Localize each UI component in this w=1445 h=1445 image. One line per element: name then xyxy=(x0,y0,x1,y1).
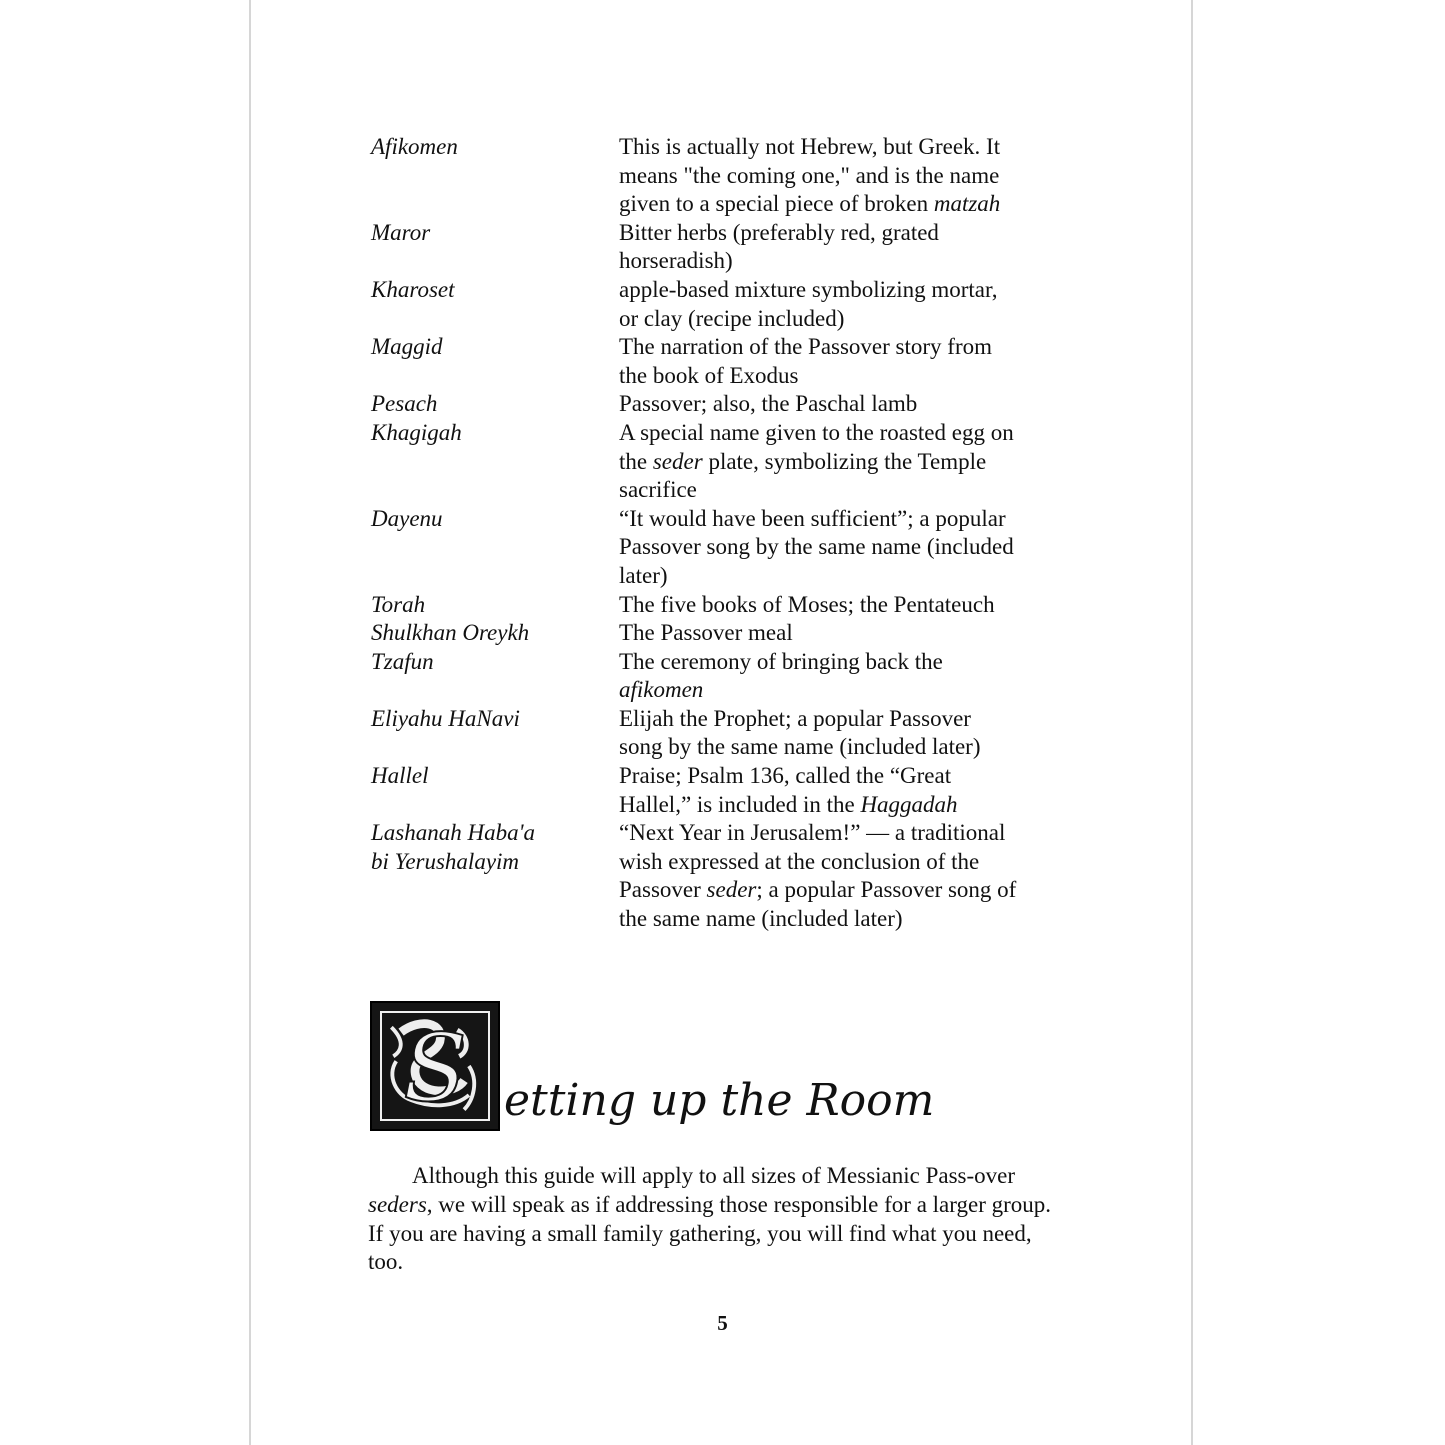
glossary-list xyxy=(371,133,1101,934)
italic-term: matzah xyxy=(933,191,1001,217)
heading-text: etting up the Room xyxy=(504,1075,935,1126)
glossary-term: Hallel xyxy=(371,763,429,789)
glossary-entry xyxy=(371,390,1101,419)
page-number: 5 xyxy=(717,1311,728,1335)
italic-term: seders xyxy=(368,1191,427,1217)
glossary-entry xyxy=(371,591,1101,620)
glossary-entry xyxy=(371,133,1101,219)
glossary-definition: The narration of the Passover story from the book of Exodus xyxy=(619,334,993,388)
glossary-definition: The ceremony of bringing back the afikomen xyxy=(619,648,943,703)
glossary-term: Torah xyxy=(371,591,426,617)
glossary-definition: apple-based mixture symbolizing mortar, or clay (recipe included) xyxy=(619,276,998,331)
glossary-term: Khagigah xyxy=(371,419,462,445)
glossary-entry xyxy=(371,819,1101,933)
body-paragraph: Although this guide will apply to all sizes of Messianic Pass-over seders, we will speak as if addressing those responsible for a larger group. If you are having a small family gathering, you will find what you need, too. xyxy=(368,1163,1052,1275)
glossary-term: Eliyahu HaNavi xyxy=(371,705,520,731)
glossary-entry xyxy=(371,419,1101,505)
glossary-definition: This is actually not Hebrew, but Greek. It means "the coming one," and is the name given to a special piece of broken matzah xyxy=(619,134,1001,217)
glossary-definition: Bitter herbs (preferably red, grated horseradish) xyxy=(619,219,939,274)
glossary-definition: The Passover meal xyxy=(619,620,793,646)
glossary-entry xyxy=(371,705,1101,762)
italic-term: seder xyxy=(706,877,757,903)
glossary-entry xyxy=(371,762,1101,819)
glossary-term: Shulkhan Oreykh xyxy=(371,620,530,646)
glossary-definition: A special name given to the roasted egg on the seder plate, symbolizing the Temple sacrifice xyxy=(619,419,1014,503)
glossary-entry xyxy=(371,505,1101,591)
glossary-entry xyxy=(371,276,1101,333)
glossary-definition: Passover; also, the Paschal lamb xyxy=(619,391,918,417)
glossary-term: Lashanah Haba'a bi Yerushalayim xyxy=(371,820,536,874)
section-heading xyxy=(370,999,934,1131)
ornamental-dropcap xyxy=(370,1001,500,1131)
svg-text:S: S xyxy=(403,1013,467,1122)
glossary-definition: The five books of Moses; the Pentateuch xyxy=(619,591,995,617)
glossary-definition: “Next Year in Jerusalem!” — a traditional wish expressed at the conclusion of the Passover seder; a popular Passover song of the same name (included later) xyxy=(619,820,1017,932)
glossary-term: Kharoset xyxy=(371,276,455,302)
glossary-entry xyxy=(371,219,1101,276)
glossary-term: Maggid xyxy=(371,334,443,360)
glossary-term: Maror xyxy=(371,219,431,245)
glossary-term: Tzafun xyxy=(371,648,434,674)
glossary-definition: Elijah the Prophet; a popular Passover song by the same name (included later) xyxy=(619,705,981,760)
italic-term: Haggadah xyxy=(860,791,958,817)
glossary-entry xyxy=(371,619,1101,648)
glossary-entry xyxy=(371,648,1101,705)
glossary-term: Pesach xyxy=(371,391,438,417)
glossary-term: Dayenu xyxy=(371,505,443,531)
glossary-definition: Praise; Psalm 136, called the “Great Hallel,” is included in the Haggadah xyxy=(619,763,958,817)
glossary-definition: “It would have been sufficient”; a popular Passover song by the same name (included later) xyxy=(619,505,1014,588)
glossary-entry xyxy=(371,333,1101,390)
italic-term: afikomen xyxy=(619,677,704,703)
celtic-knot-s-icon xyxy=(372,1003,498,1129)
italic-term: seder xyxy=(652,448,703,474)
glossary-term: Afikomen xyxy=(371,134,458,159)
